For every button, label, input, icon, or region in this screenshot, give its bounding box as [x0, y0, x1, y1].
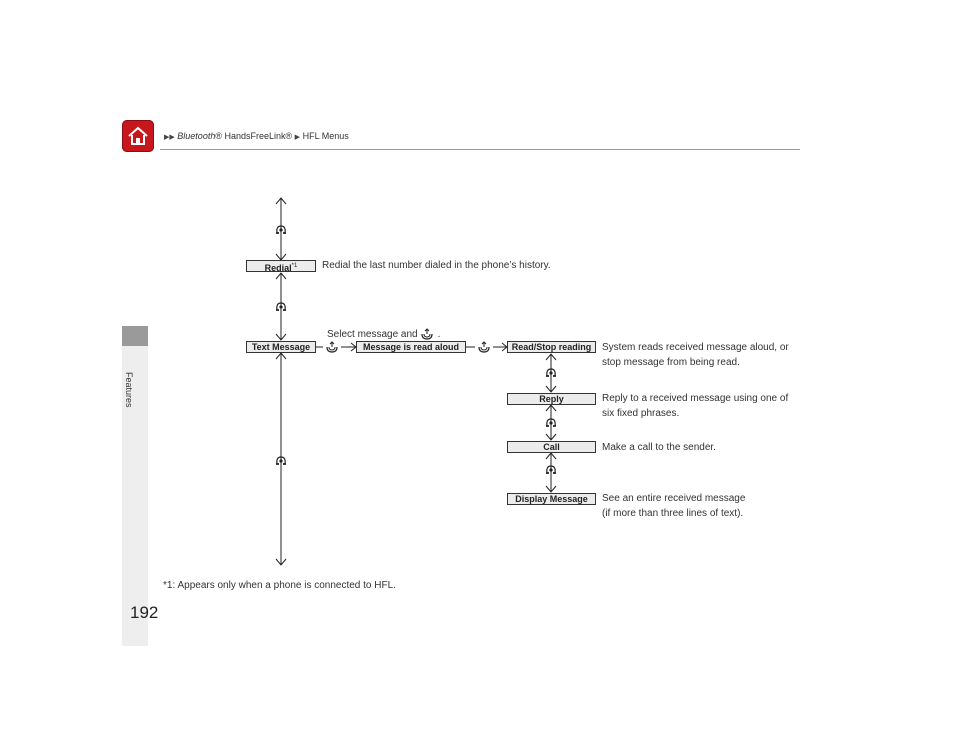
call-menu-item[interactable]: Call	[507, 441, 596, 453]
redial-description: Redial the last number dialed in the phone’s history.	[322, 260, 551, 271]
reply-description: Reply to a received message using one of six fixed phrases.	[602, 393, 789, 419]
breadcrumb-hfl-menus[interactable]: HFL Menus	[302, 131, 349, 141]
breadcrumb-reg-mark: ®	[215, 131, 222, 141]
main-column-connector	[276, 198, 286, 565]
footnote-ref: *1	[291, 263, 298, 269]
select-instruction: Select message and .	[327, 329, 441, 340]
message-read-aloud-item[interactable]: Message is read aloud	[356, 341, 466, 353]
breadcrumb-reg-mark-2: ®	[285, 131, 293, 141]
read-stop-description: System reads received message aloud, or stop message from being read.	[602, 342, 789, 368]
section-label: Features	[124, 372, 134, 408]
breadcrumb-separator-icon: ▶▶	[164, 134, 175, 141]
breadcrumb-bluetooth[interactable]: Bluetooth	[177, 131, 216, 141]
display-message-menu-item[interactable]: Display Message	[507, 493, 596, 505]
breadcrumb-separator-icon: ▶	[294, 134, 301, 141]
display-message-description: See an entire received message (if more than three lines of text).	[602, 493, 746, 519]
page-number: 192	[130, 603, 159, 622]
text-message-menu-item[interactable]: Text Message	[246, 341, 316, 353]
selector-knob-icon	[479, 342, 489, 352]
selector-knob-icon	[327, 342, 337, 352]
reply-menu-item[interactable]: Reply	[507, 393, 596, 405]
call-description: Make a call to the sender.	[602, 442, 716, 453]
footnote: *1: Appears only when a phone is connected to HFL.	[163, 580, 396, 591]
read-stop-reading-menu-item[interactable]: Read/Stop reading	[507, 341, 596, 353]
redial-menu-item[interactable]: Redial$^{*1}$	[246, 260, 316, 272]
breadcrumb-hfl[interactable]: HandsFreeLink	[221, 131, 286, 141]
